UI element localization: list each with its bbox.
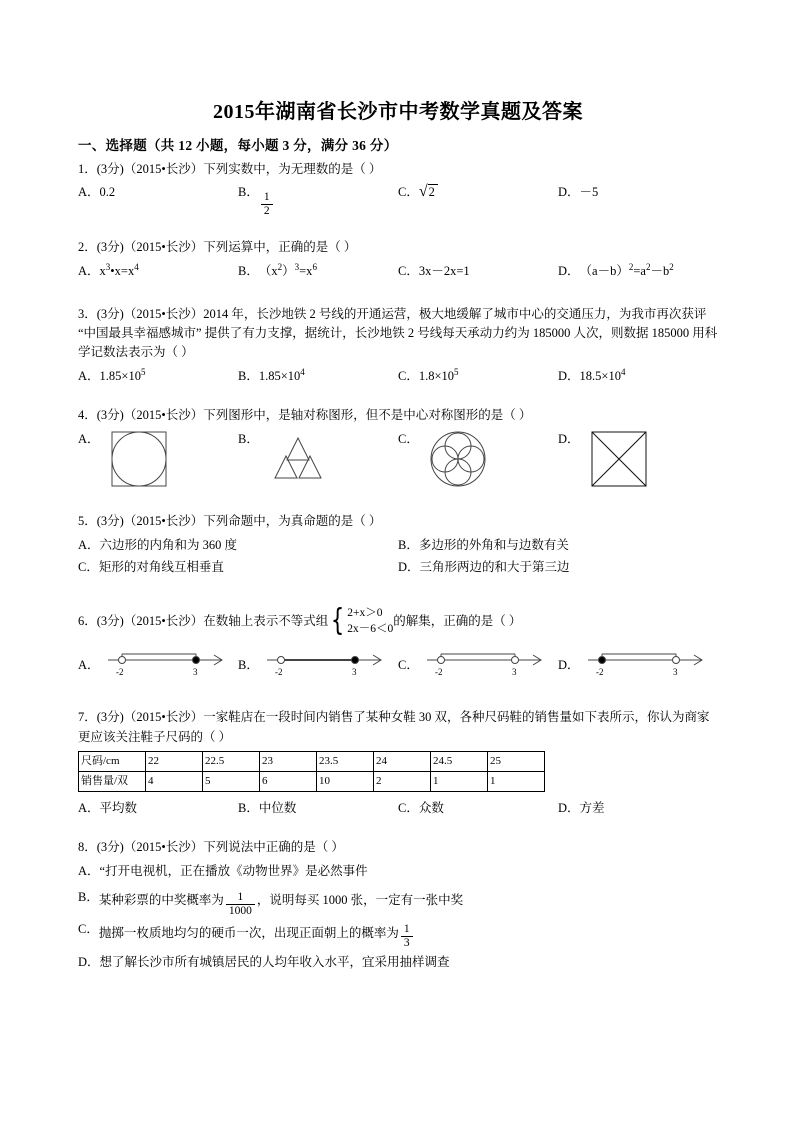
option-label: A． bbox=[78, 185, 100, 200]
option-label: D． bbox=[558, 368, 580, 383]
option-label: D． bbox=[558, 432, 580, 446]
document-body bbox=[78, 95, 718, 976]
svg-text:3: 3 bbox=[511, 667, 517, 678]
svg-text:3: 3 bbox=[672, 667, 678, 678]
question-3-options bbox=[78, 366, 718, 386]
inequality-1: 2+x＞0 bbox=[347, 606, 383, 619]
question-1-option-d[interactable] bbox=[558, 182, 718, 214]
row-header-size: 尺码/cm bbox=[79, 752, 146, 772]
question-7 bbox=[78, 708, 718, 818]
question-5-option-b[interactable] bbox=[398, 535, 718, 555]
brace-icon: { bbox=[331, 603, 345, 639]
question-6-stem bbox=[78, 605, 718, 638]
question-4-option-c[interactable] bbox=[398, 428, 558, 496]
svg-text:-2: -2 bbox=[434, 667, 443, 678]
question-8-option-b[interactable] bbox=[78, 887, 718, 917]
question-5-stem: 5．(3分)（2015•长沙）下列命题中，为真命题的是（ ） bbox=[78, 514, 382, 529]
option-label: A． bbox=[78, 368, 100, 383]
question-5-options-row2 bbox=[78, 557, 718, 577]
option-label: B． bbox=[78, 889, 99, 904]
option-text: 三角形两边的和大于第三边 bbox=[419, 559, 570, 574]
question-1-options bbox=[78, 182, 718, 218]
size-cell: 23.5 bbox=[317, 752, 374, 772]
option-text-before: 某种彩票的中奖概率为 bbox=[98, 893, 224, 908]
option-label: A． bbox=[78, 263, 100, 278]
question-4-option-b[interactable] bbox=[238, 428, 398, 496]
shoe-size-sales-table bbox=[78, 751, 545, 792]
option-label: A． bbox=[78, 658, 100, 673]
three-diamond-icon bbox=[263, 428, 333, 496]
option-label: D． bbox=[558, 185, 580, 200]
question-6-stem-after: 的解集，正确的是（ ） bbox=[393, 613, 522, 628]
inequality-system bbox=[328, 605, 393, 638]
option-text: $(a-b)^2=a^2-b^2$ bbox=[579, 261, 674, 278]
option-text: 平均数 bbox=[99, 801, 138, 816]
size-cell: 25 bbox=[488, 752, 545, 772]
question-4 bbox=[78, 406, 718, 497]
option-label: D． bbox=[558, 658, 580, 673]
option-label: B． bbox=[238, 263, 259, 278]
question-3-option-d[interactable] bbox=[558, 366, 718, 386]
question-1 bbox=[78, 160, 718, 218]
question-6-option-c[interactable] bbox=[398, 642, 558, 688]
table-row-sizes bbox=[79, 752, 545, 772]
numberline-a-icon bbox=[100, 642, 230, 688]
sales-cell: 10 bbox=[317, 772, 374, 792]
question-3-stem: 3．(3分)（2015•长沙）2014 年，长沙地铁 2 号线的开通运营，极大地缓解了城市中心的交通压力，为我市再次获评 “中国最具幸福感城市” 提供了有力支撑，据统计，长沙地铁 2 号线每天承动力约为 185000 人次，则数据 185000 用科学记数法表示为（ ） bbox=[78, 306, 718, 360]
question-5 bbox=[78, 512, 718, 576]
option-label: C． bbox=[398, 432, 419, 446]
inequality-2: 2x－6＜0 bbox=[347, 623, 394, 636]
option-label: C． bbox=[78, 559, 99, 574]
question-2-options bbox=[78, 261, 718, 281]
question-7-option-b[interactable] bbox=[238, 798, 398, 818]
fraction-denominator: 1000 bbox=[228, 904, 252, 917]
question-2-option-d[interactable] bbox=[558, 261, 718, 281]
option-text: 六边形的内角和为 360 度 bbox=[99, 537, 238, 552]
sales-cell: 5 bbox=[203, 772, 260, 792]
option-label: B． bbox=[398, 537, 419, 552]
question-2-option-b[interactable] bbox=[238, 261, 398, 281]
question-4-options bbox=[78, 428, 718, 496]
option-label: C． bbox=[398, 263, 419, 278]
svg-text:3: 3 bbox=[192, 667, 198, 678]
size-cell: 23 bbox=[260, 752, 317, 772]
option-label: A． bbox=[78, 537, 100, 552]
option-label: C． bbox=[398, 801, 419, 816]
table-row-sales bbox=[79, 772, 545, 792]
option-label: D． bbox=[558, 801, 580, 816]
question-7-option-d[interactable] bbox=[558, 798, 718, 818]
option-text: $18.5\times 10^4$ bbox=[579, 366, 626, 383]
option-text: 矩形的对角线互相垂直 bbox=[98, 559, 224, 574]
option-label: C． bbox=[78, 922, 99, 937]
fraction-denominator: 3 bbox=[403, 937, 410, 950]
size-cell: 24 bbox=[374, 752, 431, 772]
question-7-stem: 7．(3分)（2015•长沙）一家鞋店在一段时间内销售了某种女鞋 30 双，各种尺码鞋的销售量如下表所示，你认为商家更应该关注鞋子尺码的（ ） bbox=[78, 710, 710, 744]
option-label: B． bbox=[238, 432, 259, 446]
option-text: $1.85\times 10^4$ bbox=[258, 366, 305, 383]
question-1-option-b[interactable] bbox=[238, 182, 398, 218]
svg-text:-2: -2 bbox=[595, 667, 604, 678]
square-with-inscribed-circle-icon bbox=[104, 428, 174, 496]
question-6-stem-before: 6．(3分)（2015•长沙）在数轴上表示不等式组 bbox=[78, 613, 329, 628]
question-2-option-a[interactable] bbox=[78, 261, 238, 281]
question-1-option-a[interactable] bbox=[78, 182, 238, 214]
page-title: 2015年湖南省长沙市中考数学真题及答案 bbox=[213, 101, 583, 123]
sales-cell: 1 bbox=[488, 772, 545, 792]
question-8-option-c[interactable] bbox=[78, 919, 718, 950]
option-text: 0.2 bbox=[99, 185, 116, 200]
svg-text:-2: -2 bbox=[274, 667, 283, 678]
option-label: A． bbox=[78, 863, 100, 878]
question-3-option-c[interactable] bbox=[398, 366, 558, 386]
question-6-option-b[interactable] bbox=[238, 642, 398, 688]
option-text: 多边形的外角和与边数有关 bbox=[418, 537, 569, 552]
numberline-d-icon bbox=[580, 642, 710, 688]
option-text: $(x^2)^3=x^6$ bbox=[258, 261, 317, 278]
square-with-diagonals-icon bbox=[584, 428, 654, 496]
option-label: C． bbox=[398, 658, 419, 673]
question-7-option-c[interactable] bbox=[398, 798, 558, 818]
question-5-options-row1 bbox=[78, 535, 718, 555]
sqrt-two: √ 2 bbox=[419, 184, 438, 200]
question-6-options bbox=[78, 642, 718, 688]
size-cell: 22.5 bbox=[203, 752, 260, 772]
sales-cell: 4 bbox=[146, 772, 203, 792]
question-4-option-d[interactable] bbox=[558, 428, 718, 496]
question-5-option-d[interactable] bbox=[398, 557, 718, 577]
sales-cell: 6 bbox=[260, 772, 317, 792]
option-text: $1.85\times 10^5$ bbox=[99, 366, 146, 383]
option-label: B． bbox=[238, 801, 259, 816]
option-label: D． bbox=[78, 955, 100, 970]
question-2-option-c[interactable] bbox=[398, 261, 558, 281]
question-2 bbox=[78, 238, 718, 280]
question-6 bbox=[78, 605, 718, 689]
question-6-option-a[interactable] bbox=[78, 642, 238, 688]
question-4-option-a[interactable] bbox=[78, 428, 238, 496]
option-text: $x^3•x=x^4$ bbox=[99, 261, 139, 278]
question-1-option-c[interactable] bbox=[398, 182, 558, 214]
question-4-stem: 4．(3分)（2015•长沙）下列图形中，是轴对称图形，但不是中心对称图形的是（ ） bbox=[78, 407, 532, 422]
fraction-numerator: 1 bbox=[401, 923, 413, 937]
question-6-option-d[interactable] bbox=[558, 642, 718, 688]
svg-text:-2: -2 bbox=[115, 667, 124, 678]
question-7-option-a[interactable] bbox=[78, 798, 238, 818]
question-8 bbox=[78, 838, 718, 972]
question-7-options bbox=[78, 798, 718, 818]
fraction-one-third bbox=[401, 923, 413, 950]
fraction-numerator: 1 bbox=[226, 891, 255, 905]
option-text: 中位数 bbox=[258, 801, 297, 816]
option-text-before: 抛掷一枚质地均匀的硬币一次，出现正面朝上的概率为 bbox=[98, 925, 399, 940]
numberline-b-icon bbox=[259, 642, 389, 688]
row-header-sales: 销售量/双 bbox=[79, 772, 146, 792]
option-label: B． bbox=[238, 658, 259, 673]
option-label: B． bbox=[238, 368, 259, 383]
question-8-option-d[interactable] bbox=[78, 952, 718, 972]
question-8-stem: 8．(3分)（2015•长沙）下列说法中正确的是（ ） bbox=[78, 840, 344, 855]
four-petal-flower-icon bbox=[423, 428, 493, 496]
option-text-after: ，说明每买 1000 张，一定有一张中奖 bbox=[256, 893, 464, 908]
question-3-option-b[interactable] bbox=[238, 366, 398, 386]
fraction-one-over-one-thousand bbox=[226, 891, 255, 918]
fraction-one-half: $\frac{1}{2}$ bbox=[261, 191, 273, 218]
option-label: C． bbox=[398, 185, 419, 200]
svg-text:3: 3 bbox=[351, 667, 357, 678]
option-text: －5 bbox=[579, 185, 599, 200]
option-text: 众数 bbox=[418, 801, 444, 816]
option-text: “打开电视机，正在播放《动物世界》是必然事件 bbox=[99, 863, 368, 878]
size-cell: 22 bbox=[146, 752, 203, 772]
option-label: C． bbox=[398, 368, 419, 383]
sales-cell: 1 bbox=[431, 772, 488, 792]
question-3 bbox=[78, 305, 718, 386]
option-label: A． bbox=[78, 801, 100, 816]
option-text: 3x－2x=1 bbox=[418, 263, 470, 278]
sales-cell: 2 bbox=[374, 772, 431, 792]
option-text: $1.8\times 10^5$ bbox=[418, 366, 459, 383]
option-text: 方差 bbox=[579, 801, 605, 816]
question-5-option-a[interactable] bbox=[78, 535, 398, 555]
question-5-option-c[interactable] bbox=[78, 557, 398, 577]
section-heading: 一、选择题（共 12 小题，每小题 3 分，满分 36 分） bbox=[78, 138, 398, 153]
option-label: D． bbox=[398, 559, 420, 574]
question-3-option-a[interactable] bbox=[78, 366, 238, 386]
question-1-stem: 1．(3分)（2015•长沙）下列实数中，为无理数的是（ ） bbox=[78, 162, 382, 176]
question-8-option-a[interactable] bbox=[78, 861, 718, 881]
option-label: D． bbox=[558, 263, 580, 278]
option-label: B． bbox=[238, 185, 259, 200]
option-label: A． bbox=[78, 432, 100, 446]
numberline-c-icon bbox=[419, 642, 549, 688]
size-cell: 24.5 bbox=[431, 752, 488, 772]
option-text: 想了解长沙市所有城镇居民的人均年收入水平，宜采用抽样调查 bbox=[99, 955, 450, 970]
question-2-stem: 2．(3分)（2015•长沙）下列运算中，正确的是（ ） bbox=[78, 240, 357, 255]
